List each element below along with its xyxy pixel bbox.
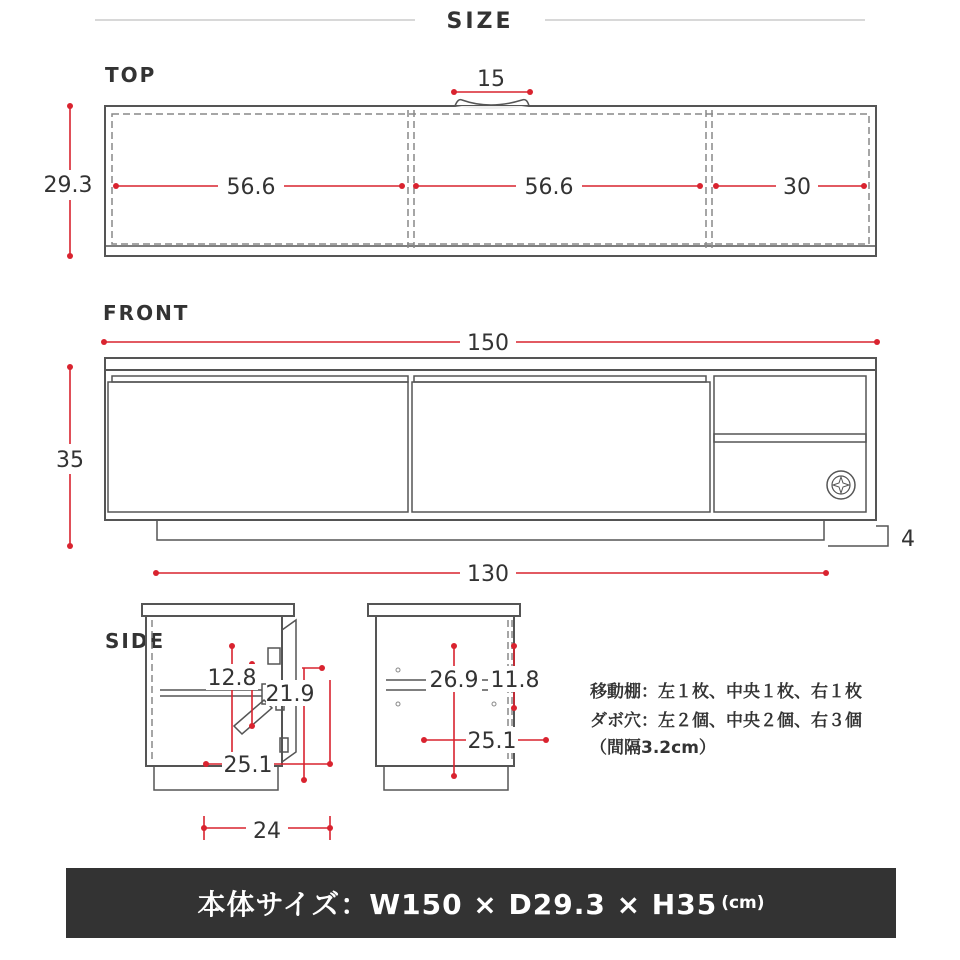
note-interval: （間隔3.2cm） xyxy=(590,738,716,758)
dim-side-a: 12.8 xyxy=(207,666,257,691)
side-view-label: SIDE xyxy=(105,629,166,653)
dim-plinth-height: 4 xyxy=(901,527,915,552)
note-dowel-holes: ダボ穴：左２個、中央２個、右３個 xyxy=(590,711,862,731)
side-view-left xyxy=(142,604,333,840)
front-view-label: FRONT xyxy=(103,301,190,325)
dim-notch: 15 xyxy=(477,67,505,92)
note-shelves: 移動棚：左１枚、中央１枚、右１枚 xyxy=(590,682,862,702)
dim-side-c: 25.1 xyxy=(223,753,273,778)
dim-top-right: 30 xyxy=(783,175,811,200)
dim-front-height: 35 xyxy=(56,448,84,473)
top-view-label: TOP xyxy=(105,63,157,87)
page-title: SIZE xyxy=(446,9,514,34)
dim-top-left: 56.6 xyxy=(226,175,276,200)
dim-side-d: 26.9 xyxy=(429,668,479,693)
footer-size-bar xyxy=(66,868,896,938)
footer-size-label: 本体サイズ：W150 × D29.3 × H35 xyxy=(197,888,718,921)
dim-front-width: 150 xyxy=(467,331,509,356)
side-view-right xyxy=(368,604,549,790)
dim-side-e: 11.8 xyxy=(490,668,540,693)
dim-top-depth: 29.3 xyxy=(43,173,93,198)
dim-side-f: 25.1 xyxy=(467,729,517,754)
top-view xyxy=(67,89,876,259)
cable-hole-icon xyxy=(827,471,855,499)
dim-side-depth: 24 xyxy=(253,819,281,844)
dim-top-center: 56.6 xyxy=(524,175,574,200)
dim-plinth-width: 130 xyxy=(467,562,509,587)
front-view xyxy=(67,339,888,576)
dim-side-b: 21.9 xyxy=(265,682,315,707)
footer-unit: (cm) xyxy=(721,893,765,913)
